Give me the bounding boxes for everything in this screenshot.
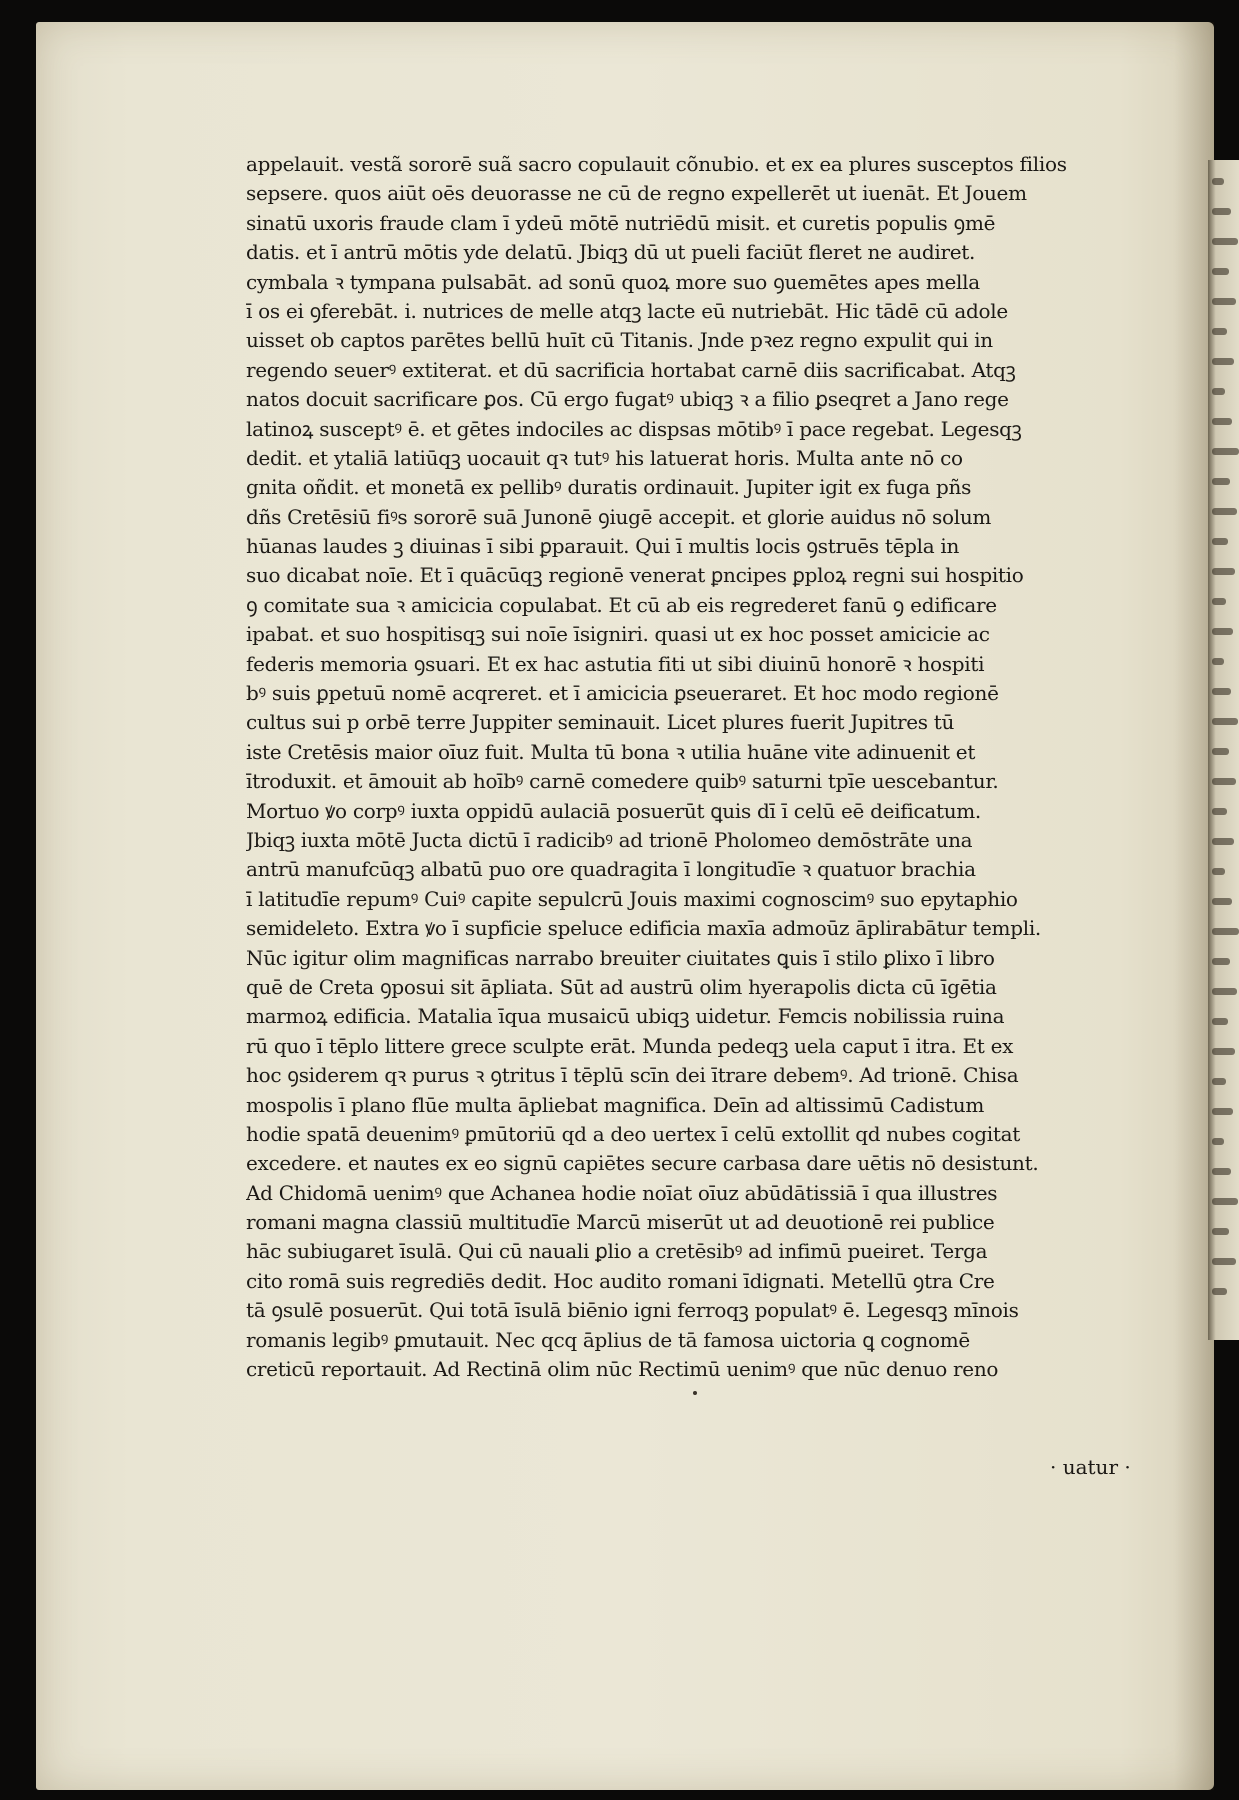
- text-line: sepsere. quos aiūt oēs deuorasse ne cū de regno expellerēt ut iuenāt. Et Jouem: [246, 181, 1027, 206]
- text-line: cito romā suis regrediēs dedit. Hoc audito romani īdignati. Metellū ꝯtra Cre: [246, 1268, 995, 1293]
- facing-page-text-fragment: [1212, 928, 1239, 935]
- facing-page-text-fragment: [1212, 268, 1229, 275]
- text-line: iste Cretēsis maior oīuz fuit. Multa tū bona ꝛ utilia huāne vite adinuenit et: [246, 739, 976, 764]
- facing-page-text-fragment: [1212, 1048, 1235, 1055]
- text-line: datis. et ī antrū mōtis yde delatū. Jbiqꝫ dū ut pueli faciūt fleret ne audiret.: [246, 240, 976, 265]
- text-line: cultus sui p orbē terre Juppiter seminauit. Licet plures fuerit Jupitres tū: [246, 710, 955, 735]
- text-line: ꝯ comitate sua ꝛ amicicia copulabat. Et cū ab eis regrederet fanū ꝯ edificare: [246, 592, 997, 617]
- text-line: sinatū uxoris fraude clam ī ydeū mōtē nutriēdū misit. et curetis populis ꝯmē: [246, 210, 996, 235]
- facing-page-text-fragment: [1212, 718, 1238, 725]
- ink-speck: [693, 1391, 697, 1395]
- facing-page-text-fragment: [1212, 988, 1237, 995]
- facing-page-text-fragment: [1212, 598, 1226, 605]
- text-line: antrū manufcūqꝫ albatū puo ore quadragita ī longitudīe ꝛ quatuor brachia: [246, 857, 976, 882]
- catchword: · uatur ·: [1050, 1455, 1131, 1479]
- text-line: natos docuit sacrificare ꝑos. Cū ergo fugatꝰ ubiqꝫ ꝛ a filio ꝑseqret a Jano rege: [246, 387, 1009, 412]
- text-line: excedere. et nautes ex eo signū capiētes secure carbasa dare uētis nō desistunt.: [246, 1151, 1039, 1176]
- facing-page-text-fragment: [1212, 238, 1238, 245]
- facing-page-text-fragment: [1212, 328, 1227, 335]
- facing-page-text-fragment: [1212, 568, 1235, 575]
- text-line: hodie spatā deuenimꝰ ꝑmūtoriū qd a deo uertex ī celū extollit qd nubes cogitat: [246, 1121, 1020, 1146]
- text-line: romani magna classiū multitudīe Marcū miserūt ut ad deuotionē rei publice: [246, 1210, 995, 1235]
- text-line: gnita oñdit. et monetā ex pellibꝰ duratis ordinauit. Jupiter igit ex fuga pñs: [246, 475, 972, 500]
- facing-page-text-fragment: [1212, 808, 1227, 815]
- text-line: bꝰ suis ꝑpetuū nomē acqreret. et ī amicicia ꝑseueraret. Et hoc modo regionē: [246, 681, 999, 706]
- facing-page-text-fragment: [1212, 1228, 1229, 1235]
- facing-page-text-fragment: [1212, 958, 1230, 965]
- text-line: suo dicabat noīe. Et ī quācūqꝫ regionē venerat ꝑncipes ꝑploꝝ regni sui hospitio: [246, 563, 1024, 588]
- text-block: [246, 150, 1176, 1384]
- text-line: hoc ꝯsiderem qꝛ purus ꝛ ꝯtritus ī tēplū scīn dei ītrare debemꝰ. Ad trionē. Chisa: [246, 1063, 1019, 1088]
- facing-page-text-fragment: [1212, 538, 1228, 545]
- facing-page-text-fragment: [1212, 1258, 1236, 1265]
- text-line: hūanas laudes ꝫ diuinas ī sibi ꝑparauit. Qui ī multis locis ꝯstruēs tēpla in: [246, 534, 960, 559]
- facing-page-text-fragment: [1212, 178, 1224, 185]
- facing-page-text-fragment: [1212, 508, 1237, 515]
- text-line: cymbala ꝛ tympana pulsabāt. ad sonū quoꝝ more suo ꝯuemētes apes mella: [246, 269, 980, 294]
- facing-page-edge: [1208, 160, 1239, 1340]
- text-line: ītroduxit. et āmouit ab hoībꝰ carnē comedere quibꝰ saturni tpīe uescebantur.: [246, 769, 999, 794]
- text-line: hāc subiugaret īsulā. Qui cū nauali ꝑlio a cretēsibꝰ ad infimū pueiret. Terga: [246, 1239, 988, 1264]
- text-line: rū quo ī tēplo littere grece sculpte erāt. Munda pedeqꝫ uela caput ī itra. Et ex: [246, 1033, 1014, 1058]
- facing-page-text-fragment: [1212, 298, 1236, 305]
- facing-page-text-fragment: [1212, 1138, 1224, 1145]
- text-line: Mortuo ꝟo corpꝰ iuxta oppidū aulaciā posuerūt ꝗuis dī ī celū eē deificatum.: [246, 798, 981, 823]
- text-line: tā ꝯsulē posuerūt. Qui totā īsulā biēnio igni ferroqꝫ populatꝰ ē. Legesqꝫ mīnois: [246, 1298, 1019, 1323]
- facing-page-text-fragment: [1212, 448, 1239, 455]
- text-line: semideleto. Extra ꝟo ī supficie speluce edificia maxīa admoūz āplirabātur templi.: [246, 916, 1041, 941]
- facing-page-text-fragment: [1212, 838, 1234, 845]
- text-line: federis memoria ꝯsuari. Et ex hac astutia fiti ut sibi diuinū honorē ꝛ hospiti: [246, 651, 985, 676]
- facing-page-text-fragment: [1212, 1168, 1231, 1175]
- text-line: latinoꝝ susceptꝰ ē. et gētes indociles ac dispsas mōtibꝰ ī pace regebat. Legesqꝫ: [246, 416, 1022, 441]
- text-line: ī latitudīe repumꝰ Cuiꝰ capite sepulcrū Jouis maximi cognoscimꝰ suo epytaphio: [246, 886, 1018, 911]
- facing-page-text-fragment: [1212, 1018, 1228, 1025]
- facing-page-text-fragment: [1212, 208, 1231, 215]
- facing-page-text-fragment: [1212, 478, 1230, 485]
- text-line: regendo seuerꝰ extiterat. et dū sacrificia hortabat carnē diis sacrificabat. Atqꝫ: [246, 357, 1016, 382]
- facing-page-text-fragment: [1212, 868, 1225, 875]
- facing-page-text-fragment: [1212, 778, 1236, 785]
- facing-page-text-fragment: [1212, 628, 1233, 635]
- text-line: dedit. et ytaliā latiūqꝫ uocauit qꝛ tutꝰ his latuerat horis. Multa ante nō co: [246, 445, 963, 470]
- text-line: mospolis ī plano flūe multa āpliebat magnifica. Deīn ad altissimū Cadistum: [246, 1092, 985, 1117]
- facing-page-text-fragment: [1212, 358, 1234, 365]
- facing-page-text-fragment: [1212, 388, 1225, 395]
- text-line: Ad Chidomā uenimꝰ que Achanea hodie noīat oīuz abūdātissiā ī qua illustres: [246, 1180, 998, 1205]
- text-line: ipabat. et suo hospitisqꝫ sui noīe īsigniri. quasi ut ex hoc posset amicicie ac: [246, 622, 990, 647]
- facing-page-text-fragment: [1212, 1108, 1233, 1115]
- text-line: appelauit. vestã sororē suã sacro copulauit cõnubio. et ex ea plures susceptos filios: [246, 152, 1067, 176]
- text-line: creticū reportauit. Ad Rectinā olim nūc Rectimū uenimꝰ que nūc denuo reno: [246, 1357, 999, 1382]
- facing-page-text-fragment: [1212, 1288, 1227, 1295]
- text-line: Jbiqꝫ iuxta mōtē Jucta dictū ī radicibꝰ ad trionē Pholomeo demōstrāte una: [246, 827, 973, 852]
- facing-page-text-fragment: [1212, 1198, 1238, 1205]
- text-line: Nūc igitur olim magnificas narrabo breuiter ciuitates ꝗuis ī stilo ꝑlixo ī libro: [246, 945, 995, 970]
- facing-page-text-fragment: [1212, 748, 1229, 755]
- text-line: dñs Cretēsiū fiꝰs sororē suā Junonē ꝯiugē accepit. et glorie auidus nō solum: [246, 504, 992, 529]
- text-line: romanis legibꝰ ꝑmutauit. Nec qcq āplius de tā famosa uictoria ꝗ cognomē: [246, 1327, 970, 1352]
- text-line: uisset ob captos parētes bellū huīt cū Titanis. Jnde pꝛez regno expulit qui in: [246, 328, 993, 353]
- facing-page-text-fragment: [1212, 688, 1231, 695]
- facing-page-text-fragment: [1212, 1078, 1226, 1085]
- text-line: quē de Creta ꝯposui sit āpliata. Sūt ad austrū olim hyerapolis dicta cū īgētia: [246, 974, 997, 999]
- facing-page-text-fragment: [1212, 658, 1224, 665]
- text-line: ī os ei ꝯferebāt. i. nutrices de melle atqꝫ lacte eū nutriebāt. Hic tādē cū adole: [246, 298, 1008, 323]
- text-line: marmoꝝ edificia. Matalia īqua musaicū ubiqꝫ uidetur. Femcis nobilissia ruina: [246, 1004, 1005, 1029]
- facing-page-text-fragment: [1212, 898, 1232, 905]
- facing-page-text-fragment: [1212, 418, 1232, 425]
